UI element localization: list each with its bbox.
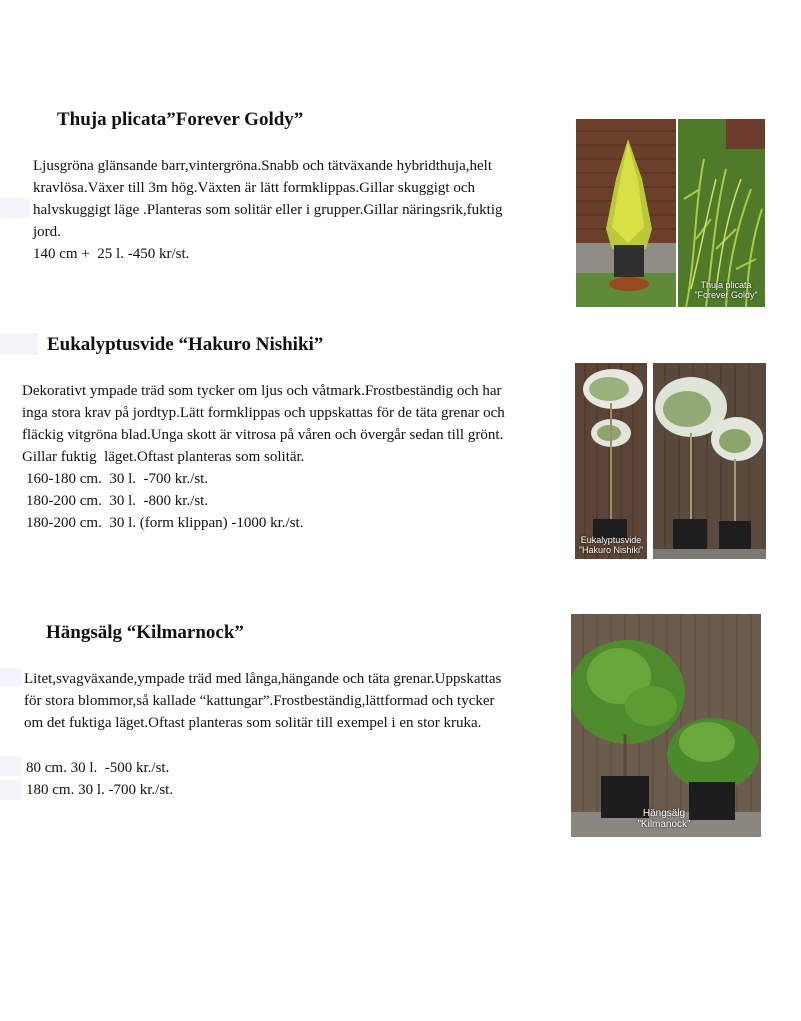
price-row: 160-180 cm. 30 l. -700 kr./st. <box>26 471 209 487</box>
description-line: fläckig vitgröna blad.Unga skott är vitrosa på våren och övergår sedan till grönt. <box>22 427 504 443</box>
price-list <box>26 757 173 801</box>
price-row: 140 cm + 25 l. -450 kr/st. <box>33 246 190 262</box>
eukalyptusvide-illustration <box>575 363 766 559</box>
product-description <box>33 155 502 243</box>
description-line: halvskuggigt läge .Planteras som solitär eller i grupper.Gillar näringsrik,fuktig <box>33 202 503 218</box>
description-line: Ljusgröna glänsande barr,vintergröna.Snabb och tätväxande hybridthuja,helt <box>33 158 492 174</box>
product-photo-eukalyptusvide <box>575 363 766 559</box>
photo-caption: Thuja plicata ”Forever Goldy” <box>694 280 758 300</box>
product-photo-thuja <box>576 119 765 307</box>
photo-caption: Eukalyptusvide ”Hakuro Nishiki” <box>578 535 643 555</box>
price-row: 80 cm. 30 l. -500 kr./st. <box>26 760 170 776</box>
description-line: om det fuktiga läget.Oftast planteras som solitär till exempel i en stor kruka. <box>24 715 482 731</box>
description-line: jord. <box>33 224 61 240</box>
photo-caption: Hängsälg ”Kilmanock” <box>637 808 691 830</box>
price-list <box>33 243 189 265</box>
price-row: 180-200 cm. 30 l. -800 kr./st. <box>26 493 209 509</box>
description-line: Dekorativt ympade träd som tycker om ljus och våtmark.Frostbeständig och har <box>22 383 502 399</box>
product-description <box>24 668 501 734</box>
description-line: inga stora krav på jordtyp.Lätt formklippas och uppskattas för de täta grenar och <box>22 405 505 421</box>
hangsalg-illustration <box>571 614 761 837</box>
product-description <box>22 380 505 468</box>
description-line: Gillar fuktig läget.Oftast planteras som solitär. <box>22 449 305 465</box>
price-list <box>26 468 303 534</box>
description-line: för stora blommor,så kallade “kattungar”.Frostbeständig,lättformad och tycker <box>24 693 495 709</box>
product-title: Thuja plicata”Forever Goldy” <box>57 109 304 130</box>
price-row: 180-200 cm. 30 l. (form klippan) -1000 kr./st. <box>26 515 304 531</box>
product-photo-hangsalg <box>571 614 761 837</box>
product-title: Hängsälg “Kilmarnock” <box>46 622 244 643</box>
product-title: Eukalyptusvide “Hakuro Nishiki” <box>47 334 324 355</box>
description-line: Litet,svagväxande,ympade träd med långa,hängande och täta grenar.Uppskattas <box>24 671 502 687</box>
thuja-illustration <box>576 119 765 307</box>
price-row: 180 cm. 30 l. -700 kr./st. <box>26 782 174 798</box>
description-line: kravlösa.Växer till 3m hög.Växten är lätt formklippas.Gillar skuggigt och <box>33 180 475 196</box>
